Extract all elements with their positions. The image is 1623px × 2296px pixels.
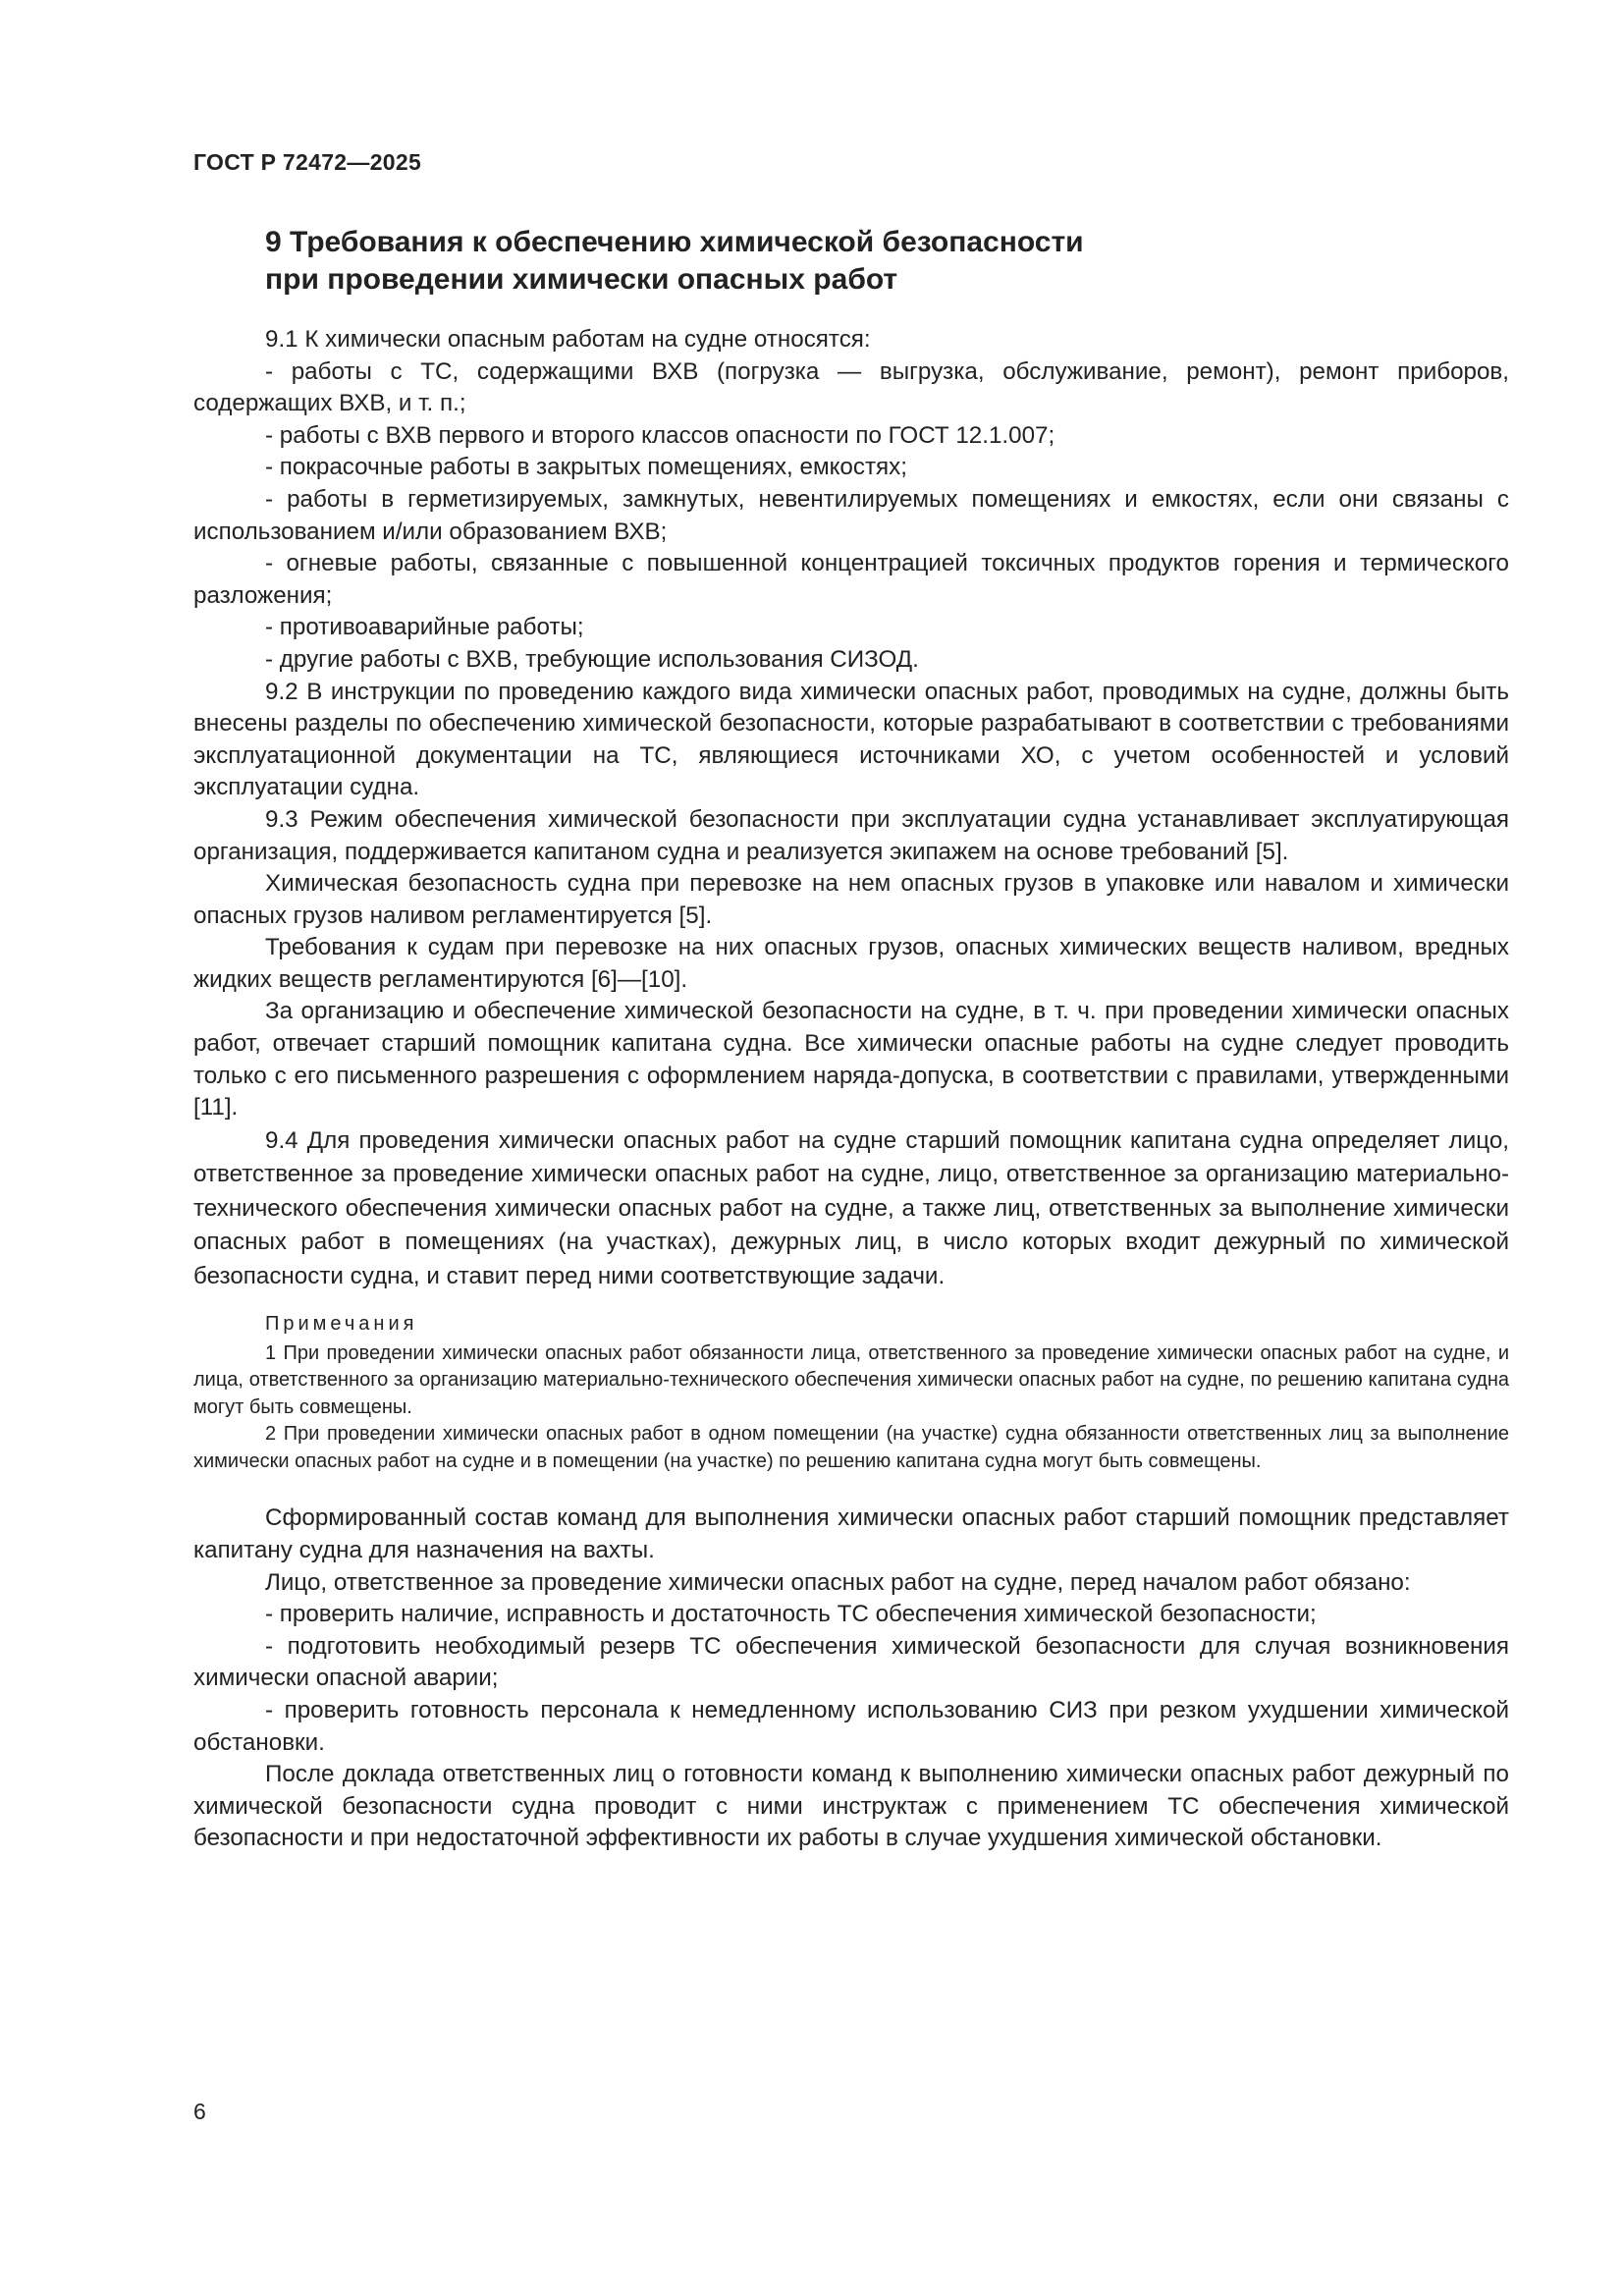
paragraph: За организацию и обеспечение химической безопасности на судне, в т. ч. при проведении химически опасных работ, отвечает старший помощник капитана судна. Все химически опасные работы на судне следует проводить только с его письменного разрешения с оформлением наряда-допуска, в соответствии с правилами, утвержденными [11]. bbox=[193, 998, 1509, 1121]
note-item: 2 При проведении химически опасных работ в одном помещении (на участке) судна обязанности ответственных лиц за выполнение химически опасных работ на судне и в помещении (на участке) по решению капитана судна могут быть совмещены. bbox=[193, 1423, 1509, 1472]
list-item: - проверить готовность персонала к немедленному использованию СИЗ при резком ухудшении химической обстановки. bbox=[193, 1696, 1509, 1756]
list-item: - работы в герметизируемых, замкнутых, невентилируемых помещениях и емкостях, если они связаны с использованием и/или образованием ВХВ; bbox=[193, 485, 1509, 545]
section-title-line-1: 9 Требования к обеспечению химической безопасности bbox=[265, 226, 1084, 258]
paragraph: 9.1 К химически опасным работам на судне относятся: bbox=[265, 326, 871, 353]
paragraph: 9.3 Режим обеспечения химической безопасности при эксплуатации судна устанавливает эксплуатирующая организация, поддерживается капитаном судна и реализуется экипажем на основе требований [5]. bbox=[193, 805, 1509, 865]
list-item: - работы с ТС, содержащими ВХВ (погрузка — выгрузка, обслуживание, ремонт), ремонт приборов, содержащих ВХВ, и т. п.; bbox=[193, 357, 1509, 417]
body-text-continued bbox=[193, 1503, 1509, 1855]
note-item: 1 При проведении химически опасных работ обязанности лица, ответственного за проведение химически опасных работ на судне, и лица, ответственного за организацию материально-технического обеспечения химически опасных работ на судне, по решению капитана судна могут быть совмещены. bbox=[193, 1341, 1509, 1418]
list-item: - другие работы с ВХВ, требующие использования СИЗОД. bbox=[265, 645, 919, 673]
paragraph: После доклада ответственных лиц о готовности команд к выполнению химически опасных работ дежурный по химической безопасности судна проводит с ними инструктаж с применением ТС обеспечения химической безопасности и при недостаточной эффективности их работы в случае ухудшения химической обстановки. bbox=[193, 1761, 1509, 1852]
list-item: - противоаварийные работы; bbox=[265, 614, 584, 641]
notes-block bbox=[193, 1311, 1509, 1475]
paragraph: Требования к судам при перевозке на них опасных грузов, опасных химических веществ наливом, вредных жидких веществ регламентируются [6]—[10]. bbox=[193, 934, 1509, 993]
standard-number: ГОСТ Р 72472—2025 bbox=[193, 149, 422, 175]
list-item: - работы с ВХВ первого и второго классов опасности по ГОСТ 12.1.007; bbox=[265, 421, 1055, 449]
paragraph: Сформированный состав команд для выполнения химически опасных работ старший помощник представляет капитану судна для назначения на вахты. bbox=[193, 1504, 1509, 1563]
section-title-line-2: при проведении химически опасных работ bbox=[265, 263, 898, 296]
section-title bbox=[265, 224, 1345, 299]
notes-heading: Примечания bbox=[265, 1313, 418, 1336]
list-item: - подготовить необходимый резерв ТС обеспечения химической безопасности для случая возникновения химически опасной аварии; bbox=[193, 1632, 1509, 1692]
paragraph: 9.2 В инструкции по проведению каждого вида химически опасных работ, проводимых на судне, должны быть внесены разделы по обеспечению химической безопасности, которые разрабатывают в соответствии с требованиями эксплуатационной документации на ТС, являющиеся источниками ХО, с учетом особенностей и условий эксплуатации судна. bbox=[193, 678, 1509, 801]
page-number: 6 bbox=[193, 2099, 206, 2124]
list-item: - покрасочные работы в закрытых помещениях, емкостях; bbox=[265, 454, 907, 481]
paragraph: 9.4 Для проведения химически опасных работ на судне старший помощник капитана судна определяет лицо, ответственное за проведение химически опасных работ на судне, лицо, ответственное за организацию материально-технического обеспечения химически опасных работ на судне, а также лиц, ответственных за выполнение химически опасных работ в помещениях (на участках), дежурных лиц, в число которых входит дежурный по химической безопасности судна, и ставит перед ними соответствующие задачи. bbox=[193, 1126, 1509, 1289]
list-item: - огневые работы, связанные с повышенной концентрацией токсичных продуктов горения и термического разложения; bbox=[193, 550, 1509, 609]
body-text bbox=[193, 324, 1509, 1855]
paragraph: Лицо, ответственное за проведение химически опасных работ на судне, перед началом работ обязано: bbox=[265, 1568, 1411, 1596]
paragraph: Химическая безопасность судна при перевозке на нем опасных грузов в упаковке или навалом и химически опасных грузов наливом регламентируется [5]. bbox=[193, 870, 1509, 929]
list-item: - проверить наличие, исправность и достаточность ТС обеспечения химической безопасности; bbox=[265, 1601, 1317, 1628]
